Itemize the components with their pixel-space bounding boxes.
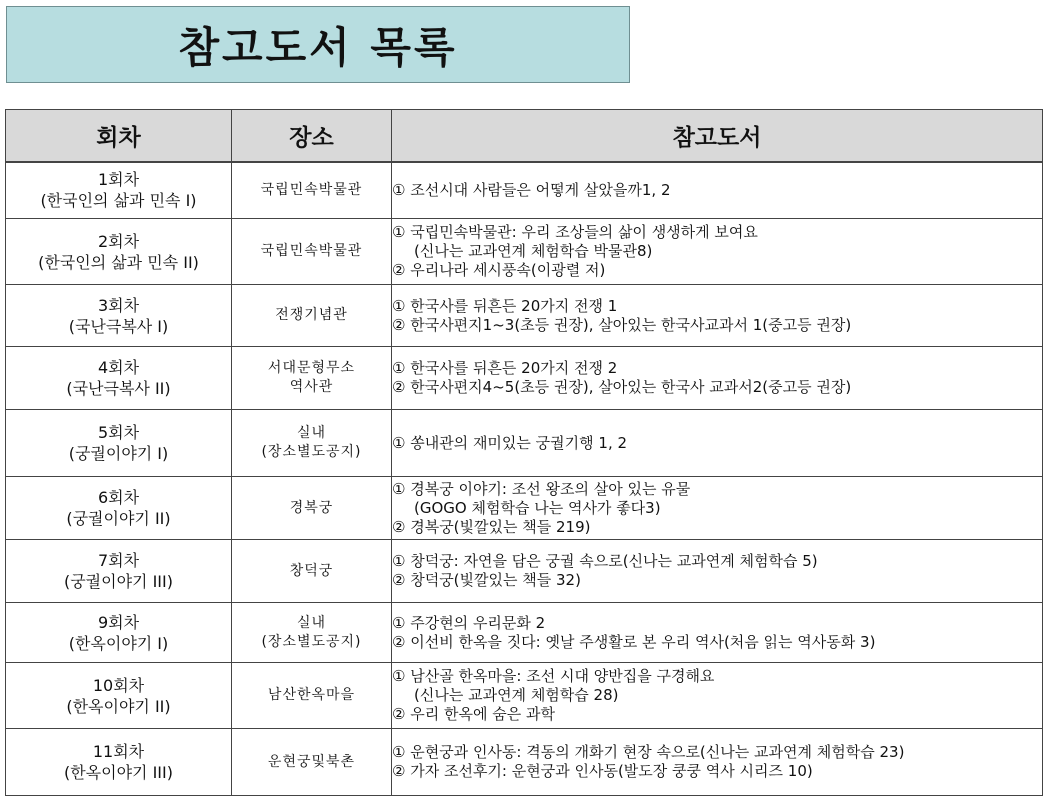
session-cell bbox=[6, 477, 232, 540]
place-line: 국립민속박물관 bbox=[260, 181, 363, 198]
session-theme: (국난극복사 II) bbox=[66, 379, 171, 398]
table-row bbox=[6, 410, 1043, 477]
place-cell bbox=[232, 219, 392, 285]
session-cell bbox=[6, 603, 232, 663]
session-cell bbox=[6, 729, 232, 796]
place-line: (장소별도공지) bbox=[261, 444, 362, 460]
book-entry: ① 쏭내관의 재미있는 궁궐기행 1, 2 bbox=[392, 433, 628, 452]
session-number: 4회차 bbox=[97, 358, 140, 377]
table-row bbox=[6, 603, 1043, 663]
session-number: 11회차 bbox=[92, 742, 145, 761]
session-number: 10회차 bbox=[92, 675, 145, 695]
book-entry: (신나는 교과연계 체험학습 28) bbox=[414, 686, 619, 704]
table-row bbox=[6, 347, 1043, 410]
session-number: 6회차 bbox=[97, 488, 140, 507]
header-session: 회차 bbox=[6, 110, 232, 162]
books-cell bbox=[392, 162, 1043, 219]
session-number: 3회차 bbox=[97, 295, 140, 315]
books-cell bbox=[392, 410, 1043, 477]
book-entry: (GOGO 체험학습 나는 역사가 좋다3) bbox=[414, 498, 661, 517]
book-entry: ① 남산골 한옥마을: 조선 시대 양반집을 구경해요 bbox=[392, 667, 715, 685]
table-row bbox=[6, 477, 1043, 540]
session-theme: (국난극복사 I) bbox=[68, 316, 169, 336]
place-line: 운현궁및북촌 bbox=[267, 753, 356, 770]
book-entry: ① 한국사를 뒤흔든 20가지 전쟁 1 bbox=[392, 296, 618, 315]
book-entry: ② 우리나라 세시풍속(이광렬 저) bbox=[392, 261, 606, 279]
session-theme: (궁궐이야기 III) bbox=[63, 572, 173, 591]
book-entry: ① 조선시대 사람들은 어떻게 살았을까1, 2 bbox=[392, 180, 671, 199]
book-entry: ① 주강현의 우리문화 2 bbox=[392, 613, 546, 632]
place-line: 경복궁 bbox=[289, 499, 334, 516]
book-entry: (신나는 교과연계 체험학습 박물관8) bbox=[414, 242, 653, 260]
books-cell bbox=[392, 540, 1043, 603]
place-cell bbox=[232, 729, 392, 796]
book-entry: ① 운현궁과 인사동: 격동의 개화기 현장 속으로(신나는 교과연계 체험학습 23) bbox=[392, 743, 905, 761]
session-number: 1회차 bbox=[97, 170, 140, 190]
session-cell bbox=[6, 540, 232, 603]
table-row bbox=[6, 540, 1043, 603]
place-line: 남산한옥마을 bbox=[267, 687, 356, 703]
session-cell bbox=[6, 347, 232, 410]
session-number: 7회차 bbox=[97, 551, 140, 570]
book-entry: ② 창덕궁(빛깔있는 책들 32) bbox=[392, 571, 581, 589]
place-cell bbox=[232, 347, 392, 410]
header-place: 장소 bbox=[232, 110, 392, 162]
book-entry: ② 경복궁(빛깔있는 책들 219) bbox=[392, 517, 591, 536]
table-row bbox=[6, 162, 1043, 219]
book-entry: ② 이선비 한옥을 짓다: 옛날 주생활로 본 우리 역사(처음 읽는 역사동화 3) bbox=[392, 632, 876, 651]
session-cell bbox=[6, 219, 232, 285]
session-number: 5회차 bbox=[97, 423, 140, 442]
place-line: 국립민속박물관 bbox=[260, 243, 363, 259]
place-line: (장소별도공지) bbox=[261, 633, 362, 650]
books-cell bbox=[392, 603, 1043, 663]
session-cell bbox=[6, 285, 232, 347]
session-theme: (한옥이야기 III) bbox=[63, 763, 173, 782]
session-number: 2회차 bbox=[97, 231, 140, 251]
table-row bbox=[6, 663, 1043, 729]
session-theme: (한국인의 삶과 민속 II) bbox=[38, 252, 199, 272]
title-banner bbox=[6, 6, 630, 83]
place-cell bbox=[232, 540, 392, 603]
place-cell bbox=[232, 663, 392, 729]
book-entry: ② 우리 한옥에 숨은 과학 bbox=[392, 705, 555, 723]
table-body bbox=[6, 162, 1043, 796]
place-cell bbox=[232, 285, 392, 347]
place-line: 실내 bbox=[296, 425, 327, 441]
books-cell bbox=[392, 285, 1043, 347]
table-row bbox=[6, 285, 1043, 347]
place-cell bbox=[232, 410, 392, 477]
place-line: 서대문형무소 bbox=[267, 360, 356, 376]
session-theme: (한옥이야기 I) bbox=[68, 633, 169, 653]
table-header-row bbox=[6, 110, 1043, 162]
place-line: 전쟁기념관 bbox=[275, 307, 348, 323]
session-theme: (한옥이야기 II) bbox=[66, 696, 171, 716]
table-row bbox=[6, 729, 1043, 796]
session-number: 9회차 bbox=[97, 612, 140, 632]
books-cell bbox=[392, 219, 1043, 285]
session-theme: (궁궐이야기 I) bbox=[68, 444, 169, 463]
session-cell bbox=[6, 410, 232, 477]
session-theme: (한국인의 삶과 민속 I) bbox=[40, 191, 197, 211]
place-line: 역사관 bbox=[289, 379, 334, 395]
place-line: 창덕궁 bbox=[289, 562, 334, 579]
session-cell bbox=[6, 663, 232, 729]
header-books: 참고도서 bbox=[392, 110, 1043, 162]
books-cell bbox=[392, 663, 1043, 729]
book-entry: ② 한국사편지4~5(초등 권장), 살아있는 한국사 교과서2(중고등 권장) bbox=[392, 378, 852, 396]
books-cell bbox=[392, 729, 1043, 796]
place-line: 실내 bbox=[296, 614, 327, 631]
reference-books-table bbox=[5, 109, 1043, 796]
table-row bbox=[6, 219, 1043, 285]
place-cell bbox=[232, 477, 392, 540]
session-theme: (궁궐이야기 II) bbox=[66, 509, 171, 528]
book-entry: ① 한국사를 뒤흔든 20가지 전쟁 2 bbox=[392, 359, 618, 377]
book-entry: ① 창덕궁: 자연을 담은 궁궐 속으로(신나는 교과연계 체험학습 5) bbox=[392, 552, 818, 570]
books-cell bbox=[392, 347, 1043, 410]
book-entry: ① 경복궁 이야기: 조선 왕조의 살아 있는 유물 bbox=[392, 479, 691, 498]
book-entry: ② 한국사편지1~3(초등 권장), 살아있는 한국사교과서 1(중고등 권장) bbox=[392, 315, 852, 334]
book-entry: ① 국립민속박물관: 우리 조상들의 삶이 생생하게 보여요 bbox=[392, 223, 758, 241]
page-title: 참고도서 목록 bbox=[178, 22, 458, 72]
place-cell bbox=[232, 603, 392, 663]
session-cell bbox=[6, 162, 232, 219]
place-cell bbox=[232, 162, 392, 219]
books-cell bbox=[392, 477, 1043, 540]
book-entry: ② 가자 조선후기: 운현궁과 인사동(발도장 쿵쿵 역사 시리즈 10) bbox=[392, 762, 813, 780]
